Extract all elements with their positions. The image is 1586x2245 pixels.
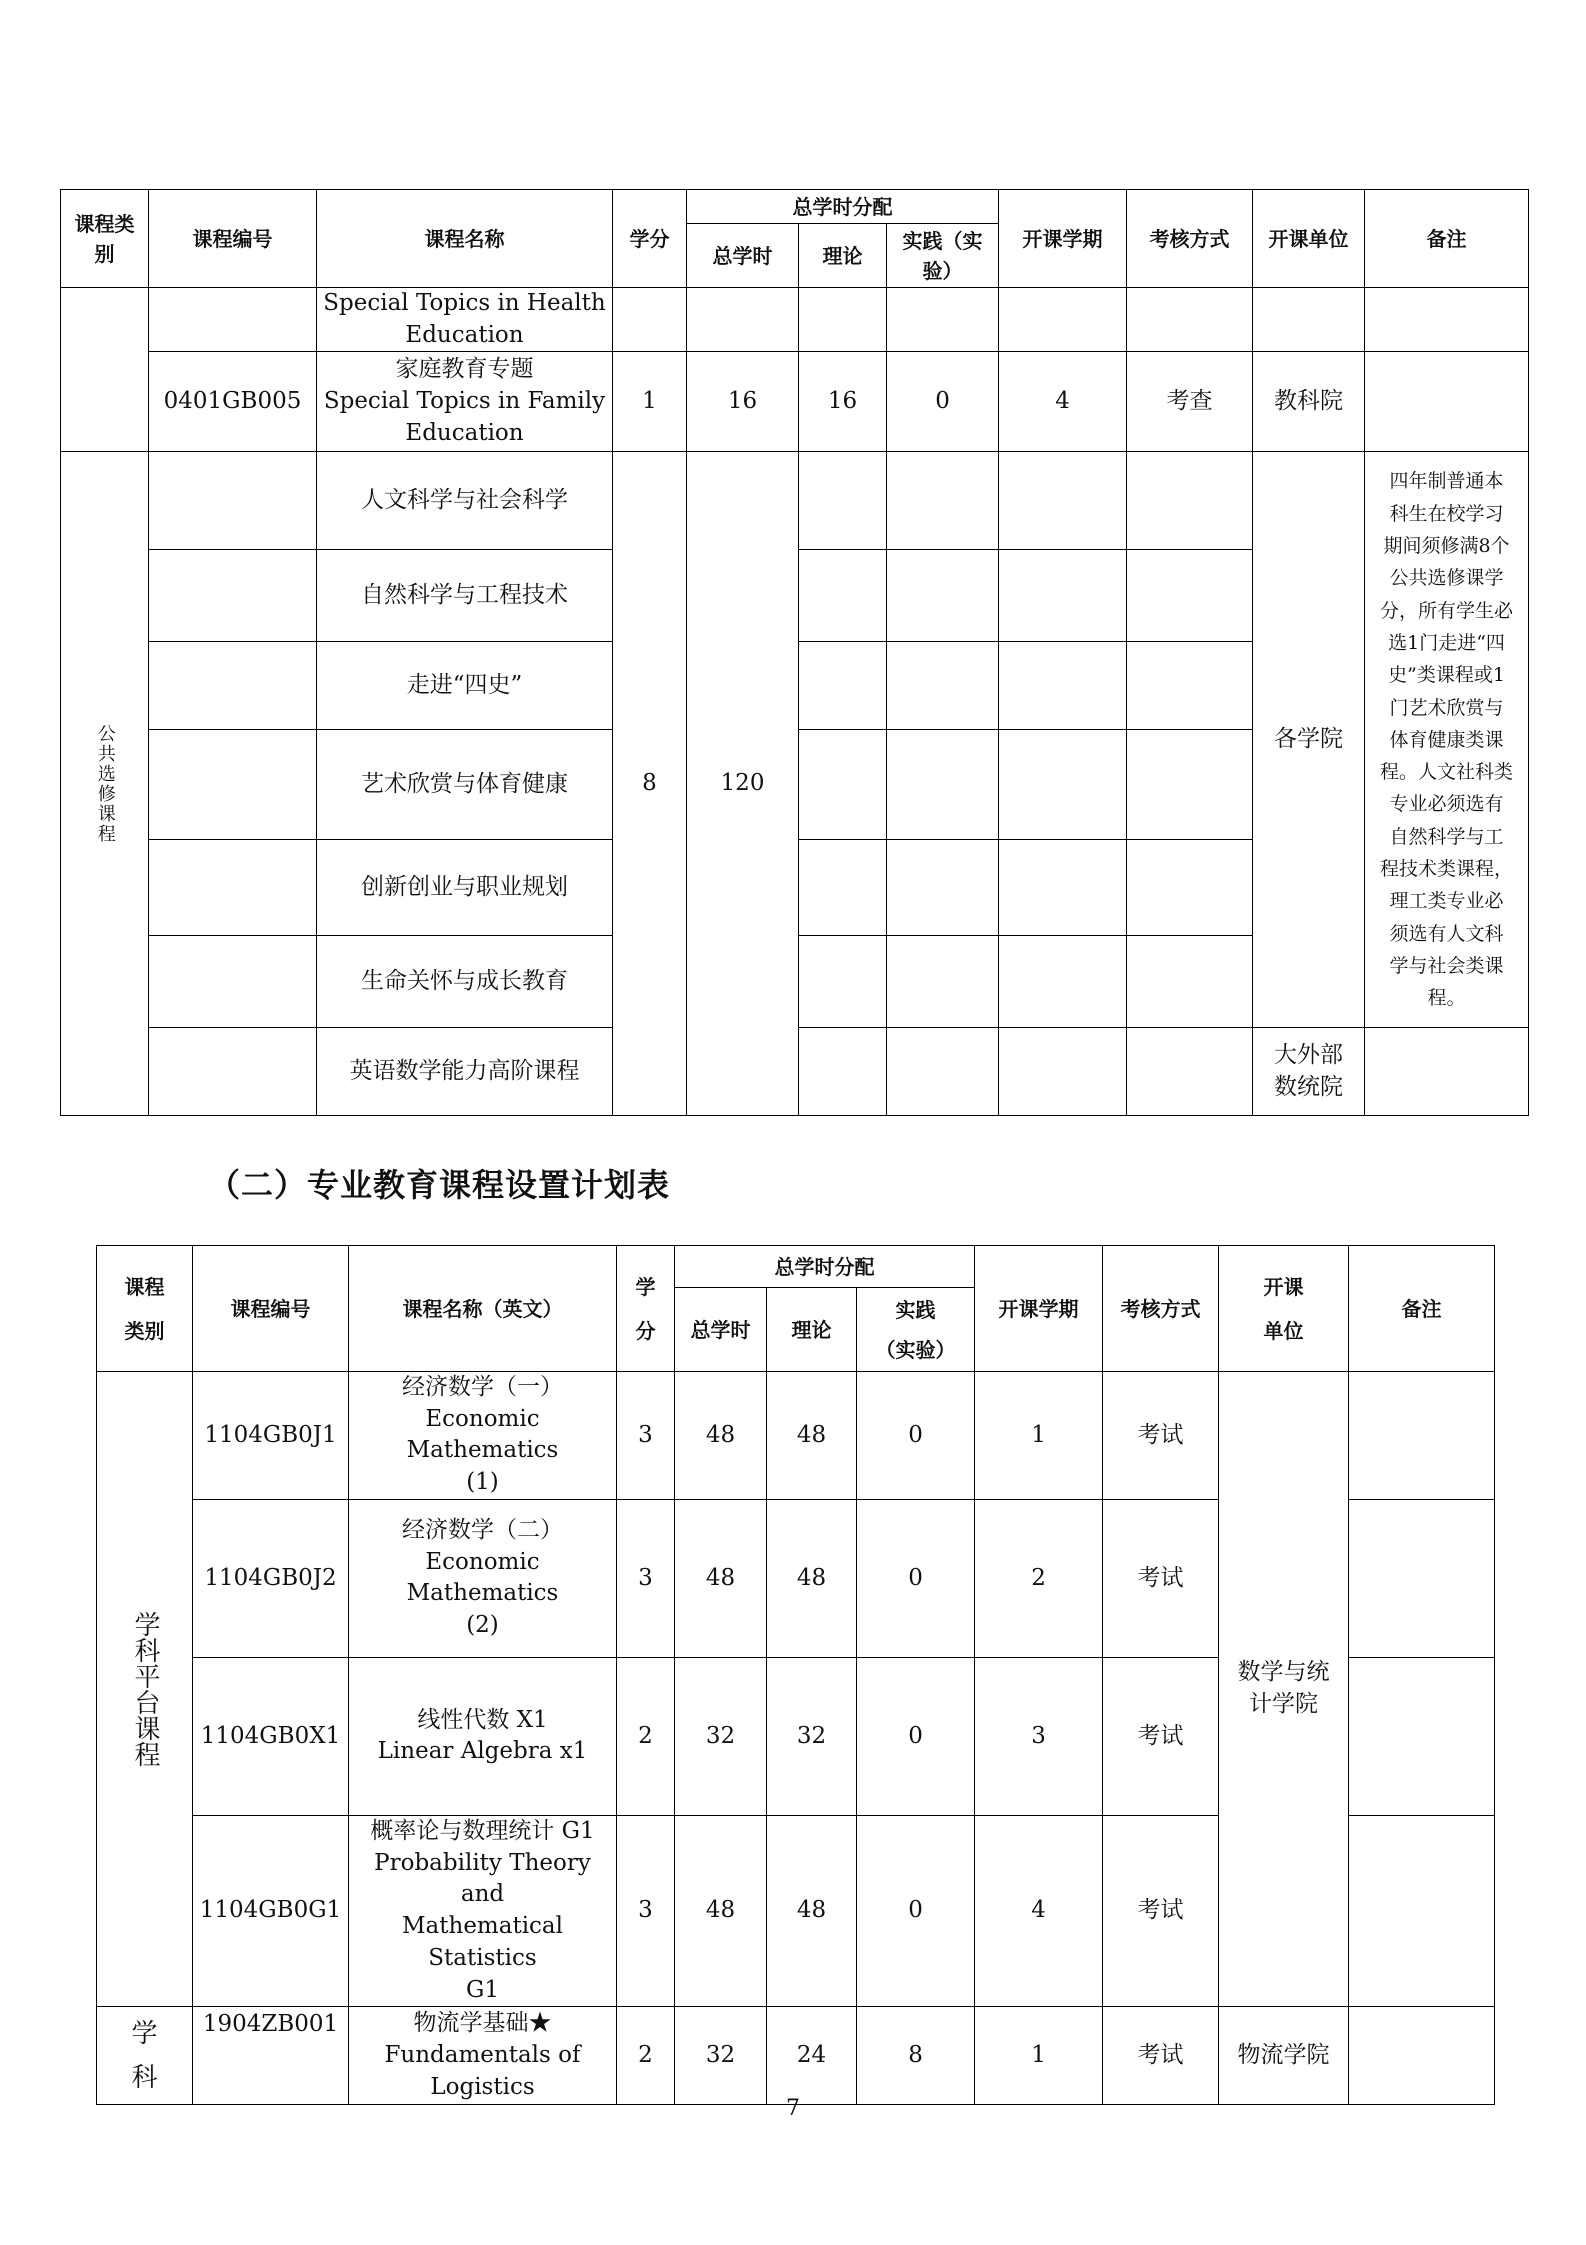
course-code: 0401GB005 [149,352,317,452]
general-education-table [60,189,1529,1116]
elective-remarks: 四年制普通本 科生在校学习 期间须修满8个 公共选修课学 分，所有学生必 选1门走进“四 史”类课程或1 门艺术欣赏与 体育健康类课 程。人文社科类 专业必须选有 自然科学与工 程技术类课程， 理工类专业必 须选有人文科 学与社会类课 程。 [1365,452,1529,1028]
empty-cell [1127,730,1253,840]
course-credit: 1 [613,352,687,452]
elective-department: 各学院 [1253,452,1365,1028]
section-heading: （二）专业教育课程设置计划表 [208,1166,671,1204]
course-practice: 0 [887,352,999,452]
course-total: 32 [675,1657,767,1815]
course-total: 48 [675,1815,767,2006]
course-practice [887,288,999,352]
course-code: 1904ZB001 [193,2007,349,2105]
course-theory: 24 [767,2007,857,2105]
course-remarks [1365,288,1529,352]
header-department: 开课 单位 [1219,1246,1349,1372]
course-practice: 0 [857,1499,975,1657]
course-practice: 8 [857,2007,975,2105]
course-practice: 0 [857,1657,975,1815]
empty-cell [887,642,999,730]
course-semester: 1 [975,1372,1103,1500]
course-semester: 3 [975,1657,1103,1815]
course-total: 16 [687,352,799,452]
course-assessment: 考试 [1103,1657,1219,1815]
elective-total: 120 [687,452,799,1116]
header-practice: 实践 （实验） [857,1288,975,1372]
header-theory: 理论 [767,1288,857,1372]
empty-cell [799,452,887,550]
course-theory: 48 [767,1815,857,2006]
course-code [149,642,317,730]
category-label: 学科平台课程 [130,1611,161,1768]
header-semester: 开课学期 [975,1246,1103,1372]
platform-department: 数学与统 计学院 [1219,1372,1349,2007]
course-code: 1104GB0X1 [193,1657,349,1815]
course-remarks [1349,1372,1495,1500]
header-assessment: 考核方式 [1103,1246,1219,1372]
empty-cell [799,936,887,1028]
course-credit: 2 [617,2007,675,2105]
header-hours-group: 总学时分配 [687,190,999,224]
course-name: 概率论与数理统计 G1 Probability Theory and Mathematical Statistics G1 [349,1815,617,2006]
course-code [149,550,317,642]
course-remarks [1349,1815,1495,2006]
course-semester: 4 [975,1815,1103,2006]
course-remarks [1349,2007,1495,2105]
empty-cell [1127,452,1253,550]
course-assessment: 考试 [1103,1499,1219,1657]
course-total: 32 [675,2007,767,2105]
professional-education-table [96,1245,1495,2105]
course-department [1253,288,1365,352]
empty-cell [799,840,887,936]
elective-department-last: 大外部 数统院 [1253,1028,1365,1116]
empty-cell [999,936,1127,1028]
header-assessment: 考核方式 [1127,190,1253,288]
empty-cell [799,1028,887,1116]
course-assessment: 考试 [1103,1815,1219,2006]
course-code [149,936,317,1028]
empty-cell [887,936,999,1028]
course-name: 艺术欣赏与体育健康 [317,730,613,840]
empty-cell [799,642,887,730]
header-category: 课程类别 [61,190,149,288]
empty-cell [999,452,1127,550]
course-credit: 3 [617,1499,675,1657]
course-practice: 0 [857,1372,975,1500]
header-remarks: 备注 [1365,190,1529,288]
empty-cell [887,840,999,936]
category-subject: 学 科 [97,2007,193,2105]
course-credit: 2 [617,1657,675,1815]
empty-cell [999,642,1127,730]
course-name: 自然科学与工程技术 [317,550,613,642]
empty-cell [887,1028,999,1116]
empty-cell [1127,550,1253,642]
empty-cell [1127,1028,1253,1116]
header-total-hours: 总学时 [675,1288,767,1372]
course-code [149,730,317,840]
course-remarks [1365,352,1529,452]
course-name: 物流学基础★ Fundamentals of Logistics [349,2007,617,2105]
page-number: 7 [786,2096,800,2121]
course-assessment: 考试 [1103,1372,1219,1500]
course-semester: 2 [975,1499,1103,1657]
course-name: 生命关怀与成长教育 [317,936,613,1028]
course-remarks [1349,1657,1495,1815]
course-department: 物流学院 [1219,2007,1349,2105]
course-name: 家庭教育专题 Special Topics in Family Education [317,352,613,452]
course-name: 人文科学与社会科学 [317,452,613,550]
empty-cell [887,550,999,642]
course-code [149,452,317,550]
empty-cell [799,550,887,642]
category-label: 公共选修课程 [94,723,116,844]
course-semester: 4 [999,352,1127,452]
category-public-elective [61,452,149,1116]
empty-cell [999,840,1127,936]
course-remarks [1349,1499,1495,1657]
header-department: 开课单位 [1253,190,1365,288]
course-total: 48 [675,1499,767,1657]
course-assessment: 考试 [1103,2007,1219,2105]
course-theory: 48 [767,1372,857,1500]
course-total: 48 [675,1372,767,1500]
course-name: 线性代数 X1 Linear Algebra x1 [349,1657,617,1815]
course-assessment [1127,288,1253,352]
header-code: 课程编号 [193,1246,349,1372]
header-category: 课程 类别 [97,1246,193,1372]
course-theory [799,288,887,352]
category-cell [61,288,149,452]
course-name: 创新创业与职业规划 [317,840,613,936]
course-department: 教科院 [1253,352,1365,452]
header-name: 课程名称 [317,190,613,288]
empty-cell [887,452,999,550]
course-name: 英语数学能力高阶课程 [317,1028,613,1116]
course-theory: 32 [767,1657,857,1815]
header-practice: 实践（实验） [887,224,999,288]
empty-cell [887,730,999,840]
course-code [149,840,317,936]
course-semester [999,288,1127,352]
header-semester: 开课学期 [999,190,1127,288]
header-remarks: 备注 [1349,1246,1495,1372]
header-code: 课程编号 [149,190,317,288]
elective-credit: 8 [613,452,687,1116]
header-total-hours: 总学时 [687,224,799,288]
course-semester: 1 [975,2007,1103,2105]
empty-cell [999,730,1127,840]
empty-cell [1365,1028,1529,1116]
course-name: 经济数学（一） Economic Mathematics (1) [349,1372,617,1500]
header-credit: 学分 [613,190,687,288]
course-code [149,1028,317,1116]
header-theory: 理论 [799,224,887,288]
course-name: 经济数学（二） Economic Mathematics (2) [349,1499,617,1657]
empty-cell [1127,840,1253,936]
course-theory: 48 [767,1499,857,1657]
course-code: 1104GB0G1 [193,1815,349,2006]
course-name: Special Topics in Health Education [317,288,613,352]
empty-cell [799,730,887,840]
header-name: 课程名称（英文） [349,1246,617,1372]
course-credit [613,288,687,352]
course-total [687,288,799,352]
course-theory: 16 [799,352,887,452]
empty-cell [1127,936,1253,1028]
empty-cell [999,550,1127,642]
course-credit: 3 [617,1372,675,1500]
course-name: 走进“四史” [317,642,613,730]
course-code: 1104GB0J1 [193,1372,349,1500]
course-credit: 3 [617,1815,675,2006]
course-practice: 0 [857,1815,975,2006]
empty-cell [999,1028,1127,1116]
category-platform [97,1372,193,2007]
header-hours-group: 总学时分配 [675,1246,975,1288]
course-assessment: 考查 [1127,352,1253,452]
header-credit: 学 分 [617,1246,675,1372]
course-code: 1104GB0J2 [193,1499,349,1657]
empty-cell [1127,642,1253,730]
course-code [149,288,317,352]
